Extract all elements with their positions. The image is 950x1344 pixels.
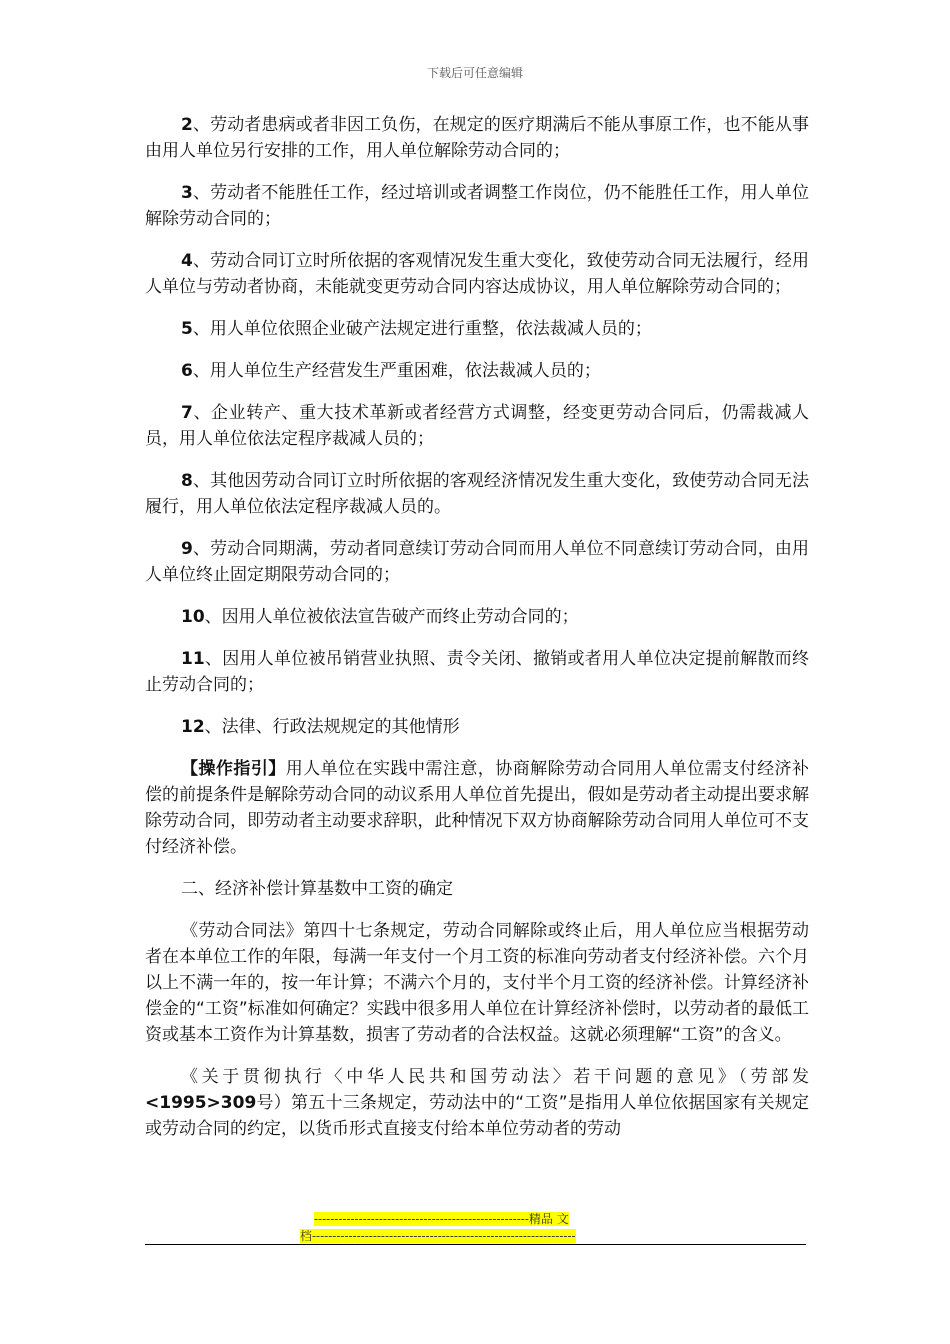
item-number: 4 [181, 251, 193, 271]
guide-paragraph [145, 756, 809, 860]
page-header: 下载后可任意编辑 [426, 66, 523, 80]
item-text: 、用人单位依照企业破产法规定进行重整，依法裁减人员的； [192, 319, 652, 339]
footer-divider [145, 1244, 806, 1245]
list-item [145, 180, 809, 232]
item-number: 7 [181, 403, 193, 423]
section-title: 二、经济补偿计算基数中工资的确定 [181, 879, 453, 899]
list-item [145, 316, 809, 342]
item-number: 5 [181, 319, 193, 339]
item-text: 、劳动合同订立时所依据的客观情况发生重大变化，致使劳动合同无法履行，经用人单位与劳动者协商，未能就变更劳动合同内容达成协议，用人单位解除劳动合同的； [145, 251, 809, 297]
item-text: 、企业转产、重大技术革新或者经营方式调整，经变更劳动合同后，仍需裁减人员，用人单位依法定程序裁减人员的； [145, 403, 809, 449]
item-number: 8 [181, 471, 193, 491]
law-paragraph: 《劳动合同法》第四十七条规定，劳动合同解除或终止后，用人单位应当根据劳动者在本单位工作的年限，每满一年支付一个月工资的标准向劳动者支付经济补偿。六个月以上不满一年的，按一年计算；不满六个月的，支付半个月工资的经济补偿。计算经济补偿金的“工资”标准如何确定？实践中很多用人单位在计算经济补偿时，以劳动者的最低工资或基本工资作为计算基数，损害了劳动者的合法权益。这就必须理解“工资”的含义。 [145, 921, 809, 1045]
item-text: 、劳动合同期满，劳动者同意续订劳动合同而用人单位不同意续订劳动合同，由用人单位终止固定期限劳动合同的； [145, 539, 809, 585]
footer-line-1: -----------------------------------------------------精品 文 [314, 1212, 569, 1226]
list-item [145, 604, 809, 630]
list-item [145, 646, 809, 698]
opinion-paragraph [145, 1064, 809, 1142]
document-body [145, 112, 809, 1158]
list-item [145, 248, 809, 300]
list-item [145, 358, 809, 384]
page-footer [300, 1211, 650, 1245]
guide-text: 用人单位在实践中需注意，协商解除劳动合同用人单位需支付经济补偿的前提条件是解除劳动合同的动议系用人单位首先提出，假如是劳动者主动提出要求解除劳动合同，即劳动者主动要求辞职，此种情况下双方协商解除劳动合同用人单位可不支付经济补偿。 [145, 759, 810, 857]
item-number: 11 [181, 649, 205, 669]
item-text: 、因用人单位被吊销营业执照、责令关闭、撤销或者用人单位决定提前解散而终止劳动合同的； [145, 649, 809, 695]
item-text: 、劳动者患病或者非因工负伤，在规定的医疗期满后不能从事原工作，也不能从事由用人单位另行安排的工作，用人单位解除劳动合同的； [145, 115, 809, 161]
item-number: 6 [181, 361, 193, 381]
item-text: 、因用人单位被依法宣告破产而终止劳动合同的； [204, 607, 579, 627]
footer-line-2: 档----------------------------------------------------------------- [300, 1229, 576, 1243]
list-item [145, 112, 809, 164]
item-text: 、其他因劳动合同订立时所依据的客观经济情况发生重大变化，致使劳动合同无法履行，用人单位依法定程序裁减人员的。 [145, 471, 809, 517]
document-code: <1995>309 [145, 1093, 257, 1113]
list-item [145, 714, 809, 740]
opinion-text-after: 号）第五十三条规定，劳动法中的“工资”是指用人单位依据国家有关规定或劳动合同的约定，以货币形式直接支付给本单位劳动者的劳动 [145, 1093, 809, 1139]
list-item [145, 400, 809, 452]
guide-label: 【操作指引】 [181, 759, 286, 779]
item-number: 10 [181, 607, 205, 627]
item-number: 3 [181, 183, 193, 203]
item-text: 、法律、行政法规规定的其他情形 [204, 717, 460, 737]
item-number: 2 [181, 115, 193, 135]
list-item [145, 536, 809, 588]
item-text: 、劳动者不能胜任工作，经过培训或者调整工作岗位，仍不能胜任工作，用人单位解除劳动合同的； [145, 183, 809, 229]
item-number: 12 [181, 717, 205, 737]
list-item [145, 468, 809, 520]
opinion-text-before: 《关于贯彻执行〈中华人民共和国劳动法〉若干问题的意见》（劳部发 [181, 1067, 809, 1087]
item-text: 、用人单位生产经营发生严重困难，依法裁减人员的； [192, 361, 601, 381]
item-number: 9 [181, 539, 193, 559]
